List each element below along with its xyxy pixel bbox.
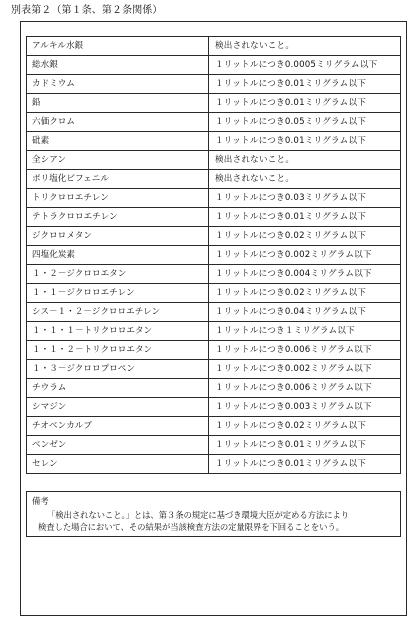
table-row [27,132,401,151]
table-row [27,170,401,189]
standard-value-cell: １リットルにつき0.02ミリグラム以下 [209,284,401,303]
standard-value-cell: １リットルにつき0.003ミリグラム以下 [209,398,401,417]
standard-value-cell: １リットルにつき0.01ミリグラム以下 [209,455,401,474]
table-row [27,341,401,360]
table-row [27,455,401,474]
standard-value-cell: 検出されないこと。 [209,170,401,189]
standard-value-cell: １リットルにつき0.004ミリグラム以下 [209,265,401,284]
substance-cell: アルキル水銀 [27,37,209,56]
standard-value-cell: １リットルにつき0.0005ミリグラム以下 [209,56,401,75]
table-row [27,37,401,56]
substance-cell: シス－１・２－ジクロロエチレン [27,303,209,322]
standard-value-cell: １リットルにつき0.02ミリグラム以下 [209,227,401,246]
substance-cell: 四塩化炭素 [27,246,209,265]
table-row [27,398,401,417]
standard-value-cell: 検出されないこと。 [209,151,401,170]
standard-value-cell: １リットルにつき0.02ミリグラム以下 [209,417,401,436]
substance-cell: １・１－ジクロロエチレン [27,284,209,303]
standard-value-cell: １リットルにつき0.03ミリグラム以下 [209,189,401,208]
substance-cell: ポリ塩化ビフェニル [27,170,209,189]
table-row [27,436,401,455]
table-row [27,113,401,132]
table-row [27,56,401,75]
remarks-text-line-1: 「検出されないこと。」とは、第３条の規定に基づき環境大臣が定める方法により [47,510,349,520]
substance-cell: １・１・２－トリクロロエタン [27,341,209,360]
standard-value-cell: １リットルにつき0.01ミリグラム以下 [209,75,401,94]
standards-table-body [27,37,401,474]
table-row [27,151,401,170]
remarks-text-line-2: 検査した場合において、その結果が当該検査方法の定量限界を下回ることをいう。 [38,522,345,532]
standard-value-cell: １リットルにつき0.006ミリグラム以下 [209,379,401,398]
standard-value-cell: １リットルにつき0.05ミリグラム以下 [209,113,401,132]
table-row [27,284,401,303]
table-row [27,208,401,227]
substance-cell: １・３－ジクロロプロペン [27,360,209,379]
standard-value-cell: １リットルにつき0.01ミリグラム以下 [209,208,401,227]
substance-cell: １・２－ジクロロエタン [27,265,209,284]
table-row [27,246,401,265]
substance-cell: チオベンカルブ [27,417,209,436]
substance-cell: 総水銀 [27,56,209,75]
table-row [27,303,401,322]
table-row [27,75,401,94]
table-row [27,417,401,436]
standard-value-cell: １リットルにつき0.04ミリグラム以下 [209,303,401,322]
table-row [27,265,401,284]
table-row [27,227,401,246]
substance-cell: ジクロロメタン [27,227,209,246]
standards-table [26,36,401,474]
table-row [27,360,401,379]
standard-value-cell: １リットルにつき１ミリグラム以下 [209,322,401,341]
standard-value-cell: １リットルにつき0.002ミリグラム以下 [209,360,401,379]
table-row [27,322,401,341]
remarks-box [26,491,401,537]
substance-cell: テトラクロロエチレン [27,208,209,227]
substance-cell: チウラム [27,379,209,398]
table-row [27,189,401,208]
standard-value-cell: １リットルにつき0.002ミリグラム以下 [209,246,401,265]
substance-cell: セレン [27,455,209,474]
substance-cell: 鉛 [27,94,209,113]
substance-cell: トリクロロエチレン [27,189,209,208]
substance-cell: 六価クロム [27,113,209,132]
standard-value-cell: １リットルにつき0.01ミリグラム以下 [209,94,401,113]
substance-cell: シマジン [27,398,209,417]
page-title: 別表第２（第１条、第２条関係） [11,5,163,16]
standard-value-cell: １リットルにつき0.01ミリグラム以下 [209,436,401,455]
substance-cell: カドミウム [27,75,209,94]
standard-value-cell: １リットルにつき0.01ミリグラム以下 [209,132,401,151]
table-row [27,379,401,398]
substance-cell: １・１・１－トリクロロエタン [27,322,209,341]
substance-cell: 砒素 [27,132,209,151]
standard-value-cell: １リットルにつき0.006ミリグラム以下 [209,341,401,360]
remarks-title: 備考 [32,496,49,506]
substance-cell: ベンゼン [27,436,209,455]
standard-value-cell: 検出されないこと。 [209,37,401,56]
table-row [27,94,401,113]
substance-cell: 全シアン [27,151,209,170]
